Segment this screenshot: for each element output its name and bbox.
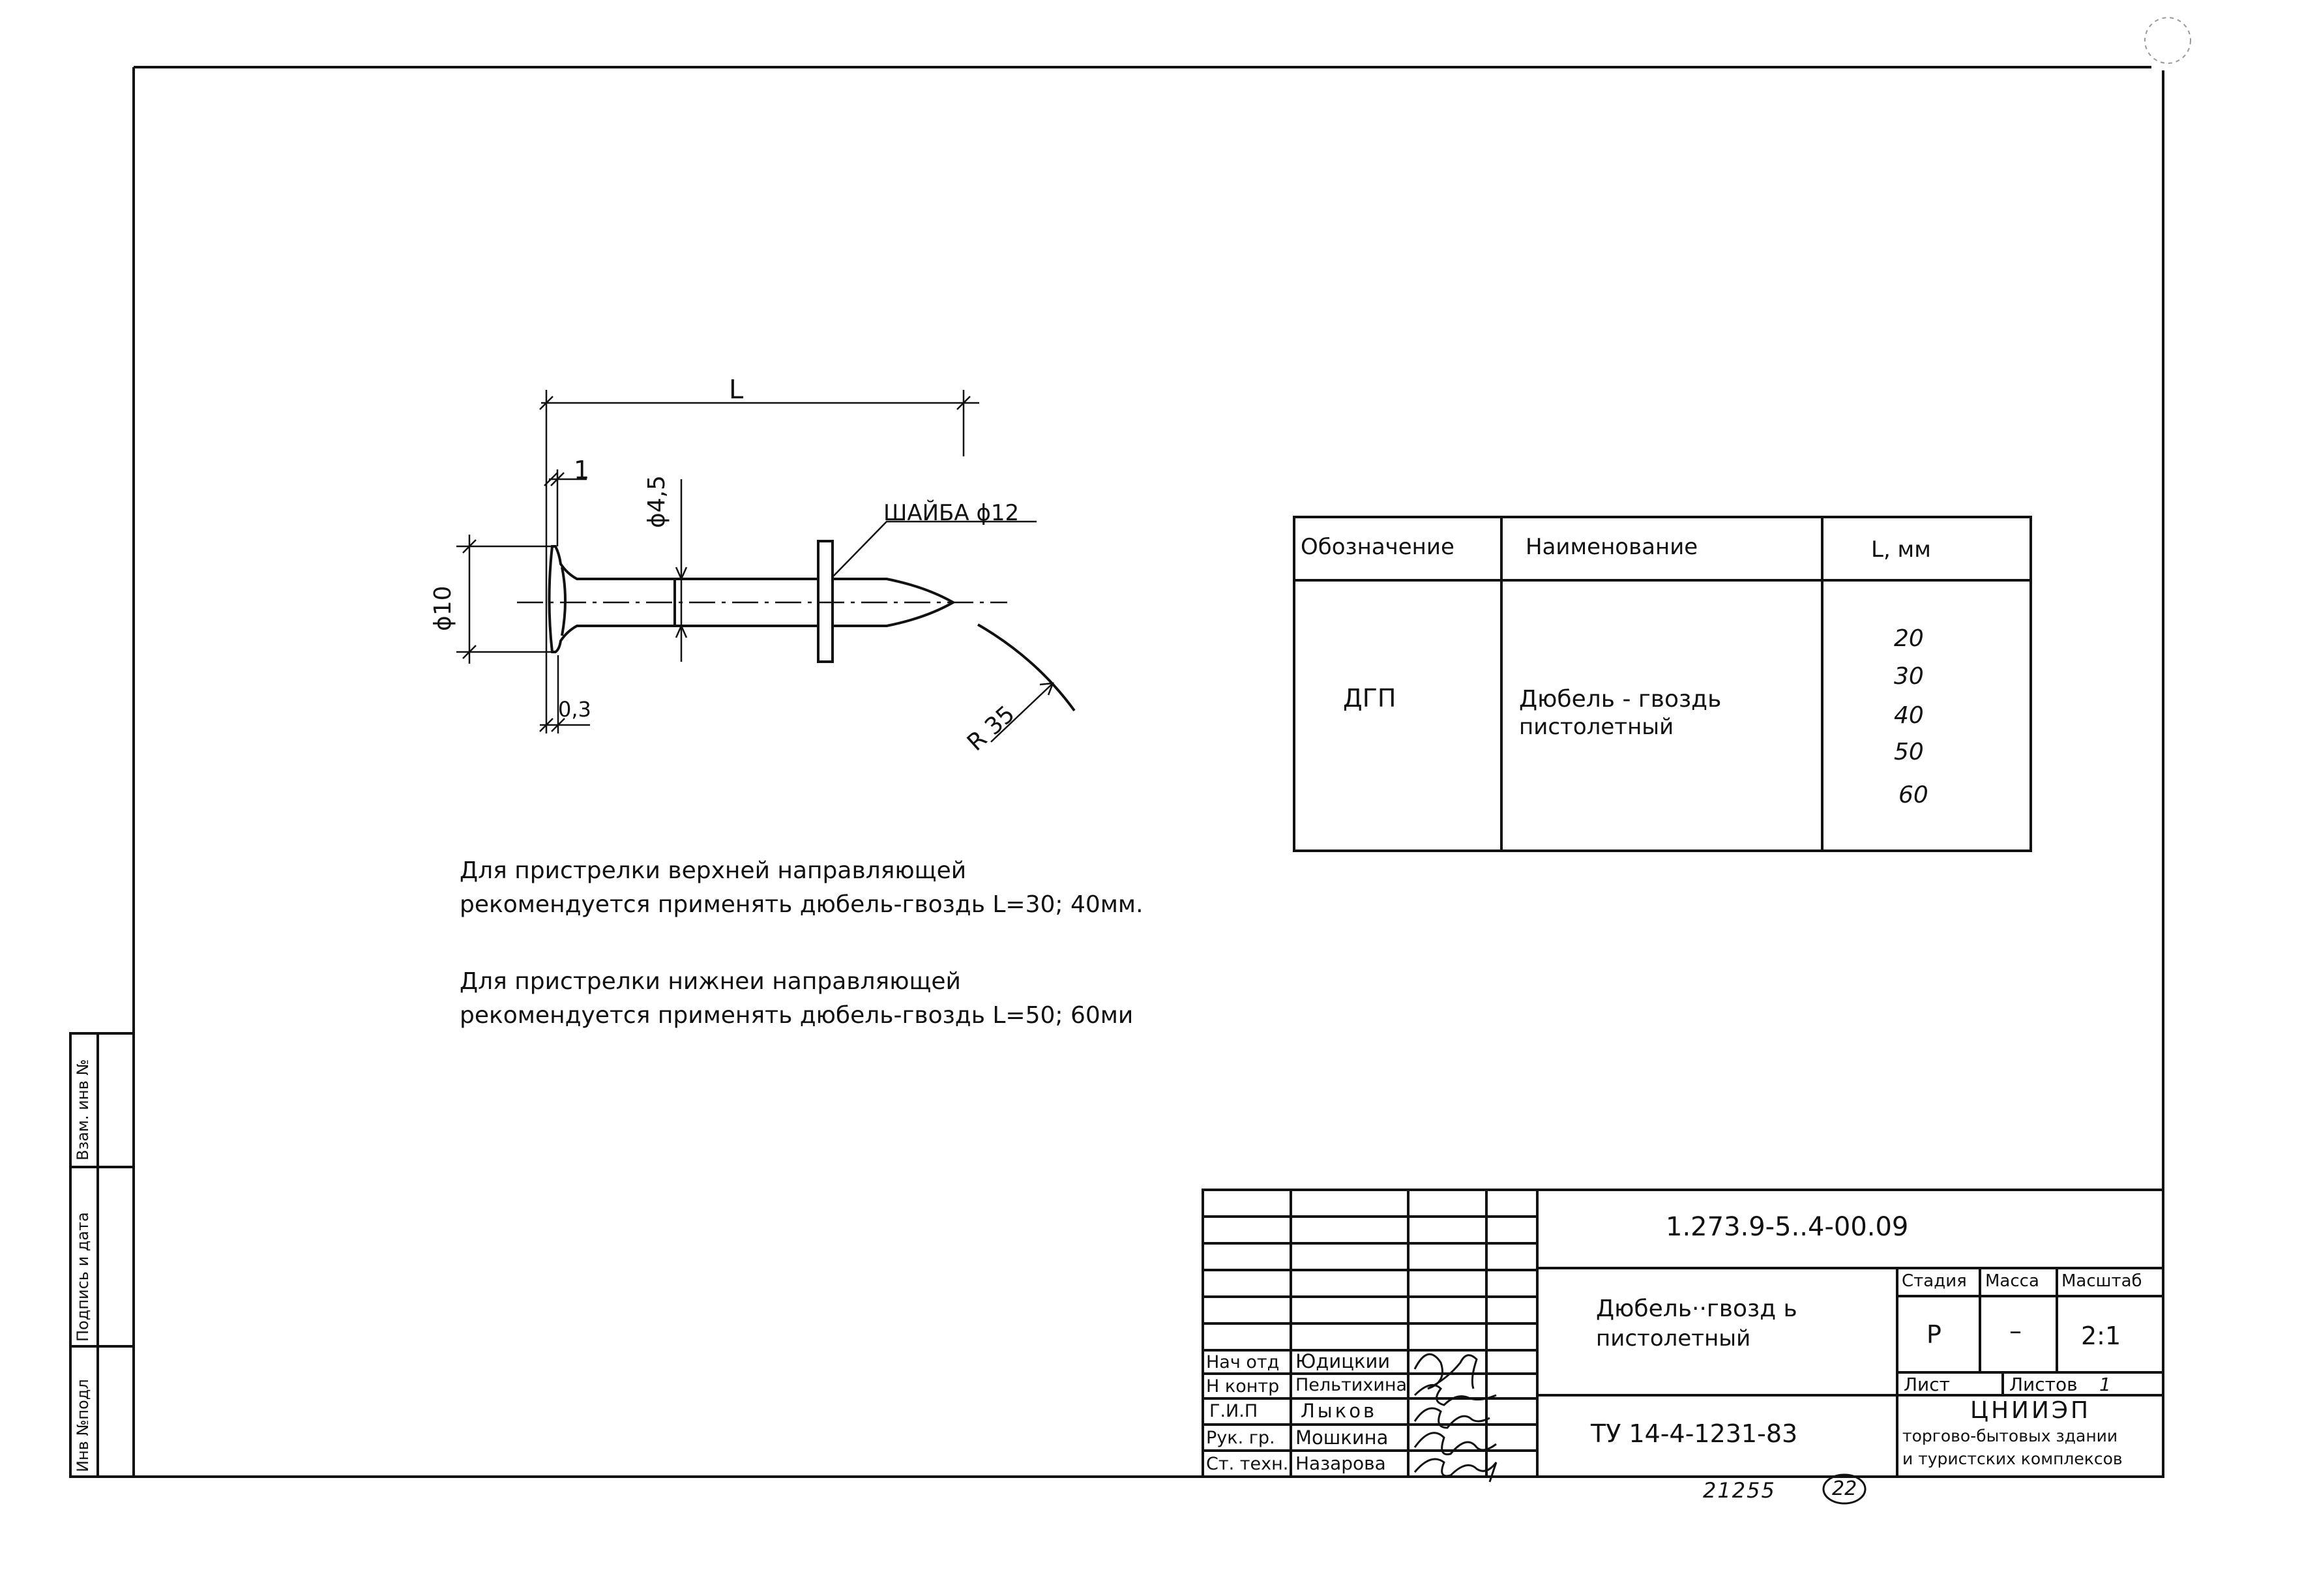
dim-head-dia-label: ϕ10 xyxy=(430,585,456,631)
spec-length-60: 60 xyxy=(1898,782,1928,808)
radius-arc xyxy=(978,625,1074,711)
nail-washer xyxy=(818,541,833,662)
title-org-name: ЦНИИЭП xyxy=(1970,1397,2091,1424)
person-name-4: Мошкина xyxy=(1295,1426,1389,1449)
person-role-4: Рук. гр. xyxy=(1206,1428,1275,1448)
spec-header-designation: Обозначение xyxy=(1301,534,1454,560)
dim-length-label: L xyxy=(729,375,744,405)
person-name-5: Назарова xyxy=(1295,1453,1386,1474)
spec-length-20: 20 xyxy=(1894,625,1924,652)
title-name-line1: Дюбель··гвозд ь xyxy=(1596,1295,1797,1322)
dim-radius-label: R 35 xyxy=(962,700,1020,757)
title-scale-header: Масштаб xyxy=(2061,1271,2142,1291)
title-org-line2: торгово-бытовых здании xyxy=(1902,1426,2118,1445)
person-role-5: Ст. техн. xyxy=(1206,1454,1289,1474)
title-sheet-label: Лист xyxy=(1904,1374,1950,1395)
nail-head xyxy=(550,546,675,652)
note1-line2: рекомендуется применять дюбель-гвоздь L=30; 40мм. xyxy=(460,891,1144,918)
signature-2 xyxy=(1415,1385,1496,1405)
dim-thickness-label: 0,3 xyxy=(558,697,591,722)
title-scale: 2:1 xyxy=(2081,1322,2121,1350)
person-name-3: Лыков xyxy=(1301,1400,1378,1422)
person-role-3: Г.И.П xyxy=(1209,1401,1258,1421)
spec-designation: ДГП xyxy=(1343,684,1396,713)
spec-header-length: L, мм xyxy=(1871,537,1931,563)
title-name-line2: пистолетный xyxy=(1596,1325,1751,1352)
note2-line1: Для пристрелки нижнеи направляющей xyxy=(460,968,961,995)
note2-line2: рекомендуется применять дюбель-гвоздь L=50; 60ми xyxy=(460,1002,1134,1029)
dim-shank-dia-label: ϕ4,5 xyxy=(643,475,670,528)
side-stamp-inv-podl: Инв №подл xyxy=(74,1379,92,1472)
signature-5 xyxy=(1415,1459,1496,1482)
spec-length-40: 40 xyxy=(1894,702,1924,729)
title-mass: – xyxy=(2009,1316,2022,1345)
title-mass-header: Масса xyxy=(1985,1271,2039,1291)
nail-drawing xyxy=(550,541,1075,711)
title-stage: Р xyxy=(1926,1320,1941,1349)
spec-header-name: Наименование xyxy=(1526,534,1698,560)
page-number: 22 xyxy=(1832,1477,1857,1500)
title-doc-code: 1.273.9-5..4-00.09 xyxy=(1666,1212,1909,1242)
nail-tip xyxy=(833,579,953,626)
note1-line1: Для пристрелки верхней направляющей xyxy=(460,857,967,884)
title-sheets-label: Листов xyxy=(2009,1374,2078,1395)
title-stage-header: Стадия xyxy=(1902,1271,1967,1291)
spec-name-line1: Дюбель - гвоздь xyxy=(1519,686,1722,713)
title-standard: ТУ 14-4-1231-83 xyxy=(1591,1419,1798,1448)
spec-name-line2: пистолетный xyxy=(1519,714,1674,740)
signature-1 xyxy=(1415,1354,1477,1389)
spec-length-50: 50 xyxy=(1894,739,1924,765)
spec-length-30: 30 xyxy=(1894,663,1924,690)
title-org-line3: и туристских комплексов xyxy=(1902,1449,2123,1468)
corner-mark xyxy=(2145,18,2191,63)
person-role-2: Н контр xyxy=(1206,1376,1280,1396)
title-sheets-value: 1 xyxy=(2099,1374,2111,1395)
dim-flange-label: 1 xyxy=(574,456,590,484)
side-stamp-vzam-inv: Взам. инв № xyxy=(74,1059,92,1160)
dimension-lines xyxy=(456,390,1053,742)
person-name-1: Юдицкии xyxy=(1295,1350,1391,1372)
side-stamp-podpis-data: Подпись и дата xyxy=(74,1212,92,1342)
person-role-1: Нач отд xyxy=(1206,1352,1280,1372)
washer-label: ШАЙБА ϕ12 xyxy=(883,500,1020,526)
person-name-2: Пельтихина xyxy=(1295,1375,1408,1395)
archive-number: 21255 xyxy=(1703,1478,1776,1503)
